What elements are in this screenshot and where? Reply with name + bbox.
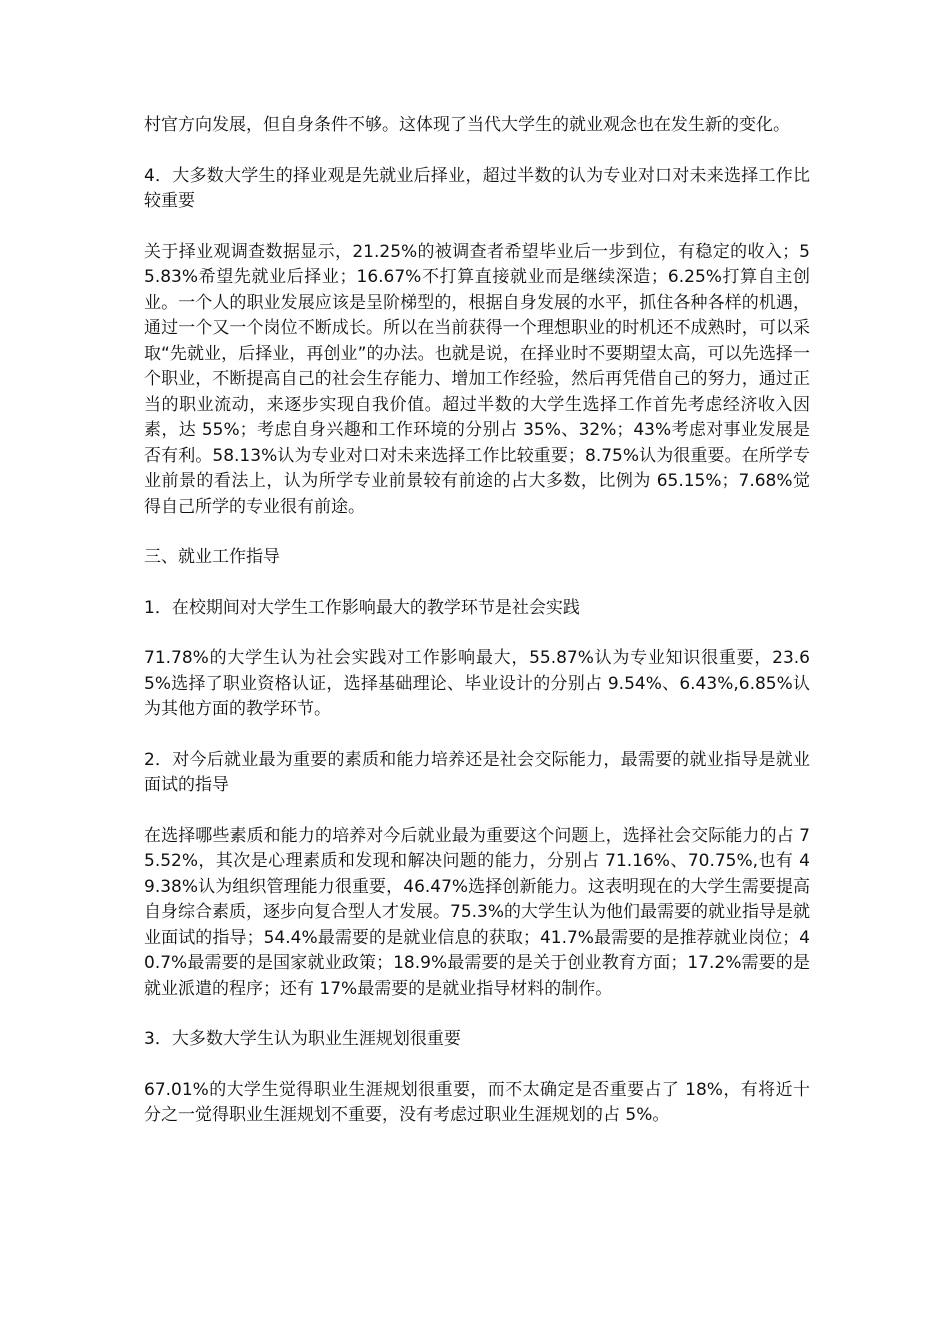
section-heading-3: 三、就业工作指导	[144, 547, 280, 567]
paragraph-continued: 村官方向发展，但自身条件不够。这体现了当代大学生的就业观念也在发生新的变化。	[144, 115, 790, 135]
paragraph-career-planning: 67.01%的大学生觉得职业生涯规划很重要，而不太确定是否重要占了 18%，有将近十分之一觉得职业生涯规划不重要，没有考虑过职业生涯规划的占 5%。	[144, 1079, 810, 1125]
paragraph-social-practice: 71.78%的大学生认为社会实践对工作影响最大，55.87%认为专业知识很重要，23.65%选择了职业资格认证，选择基础理论、毕业设计的分别占 9.54%、6.43%,6.85%认为其他方面的教学环节。	[144, 648, 810, 719]
paragraph-abilities: 在选择哪些素质和能力的培养对今后就业最为重要这个问题上，选择社会交际能力的占 75.52%，其次是心理素质和发现和解决问题的能力，分别占 71.16%、70.75%,也有 49.38%认为组织管理能力很重要，46.47%选择创新能力。这表明现在的大学生需要提高自身综合素质，逐步向复合型人才发展。75.3%的大学生认为他们最需要的就业指导是就业面试的指导；54.4%最需要的是就业信息的获取；41.7%最需要的是推荐就业岗位；40.7%最需要的是国家就业政策；18.9%最需要的是关于创业教育方面；17.2%需要的是就业派遣的程序；还有 17%最需要的是就业指导材料的制作。	[144, 825, 811, 999]
paragraph-career-choice: 关于择业观调查数据显示，21.25%的被调查者希望毕业后一步到位，有稳定的收入；55.83%希望先就业后择业；16.67%不打算直接就业而是继续深造；6.25%打算自主创业。一个人的职业发展应该是呈阶梯型的，根据自身发展的水平，抓住各种各样的机遇，通过一个又一个岗位不断成长。所以在当前获得一个理想职业的时机还不成熟时，可以采取“先就业，后择业，再创业”的办法。也就是说，在择业时不要期望太高，可以先选择一个职业，不断提高自己的社会生存能力、增加工作经验，然后再凭借自己的努力，通过正当的职业流动，来逐步实现自我价值。超过半数的大学生选择工作首先考虑经济收入因素，达 55%；考虑自身兴趣和工作环境的分别占 35%、32%；43%考虑对事业发展是否有利。58.13%认为专业对口对未来选择工作比较重要；8.75%认为很重要。在所学专业前景的看法上，认为所学专业前景较有前途的占大多数，比例为 65.15%；7.68%觉得自己所学的专业很有前途。	[144, 241, 810, 517]
heading-4: 4．大多数大学生的择业观是先就业后择业，超过半数的认为专业对口对未来选择工作比较重要	[144, 165, 810, 211]
heading-2: 2．对今后就业最为重要的素质和能力培养还是社会交际能力，最需要的就业指导是就业面试的指导	[144, 749, 810, 795]
heading-1: 1．在校期间对大学生工作影响最大的教学环节是社会实践	[144, 597, 580, 618]
heading-3: 3．大多数大学生认为职业生涯规划很重要	[144, 1029, 461, 1049]
document-body	[144, 113, 810, 1154]
